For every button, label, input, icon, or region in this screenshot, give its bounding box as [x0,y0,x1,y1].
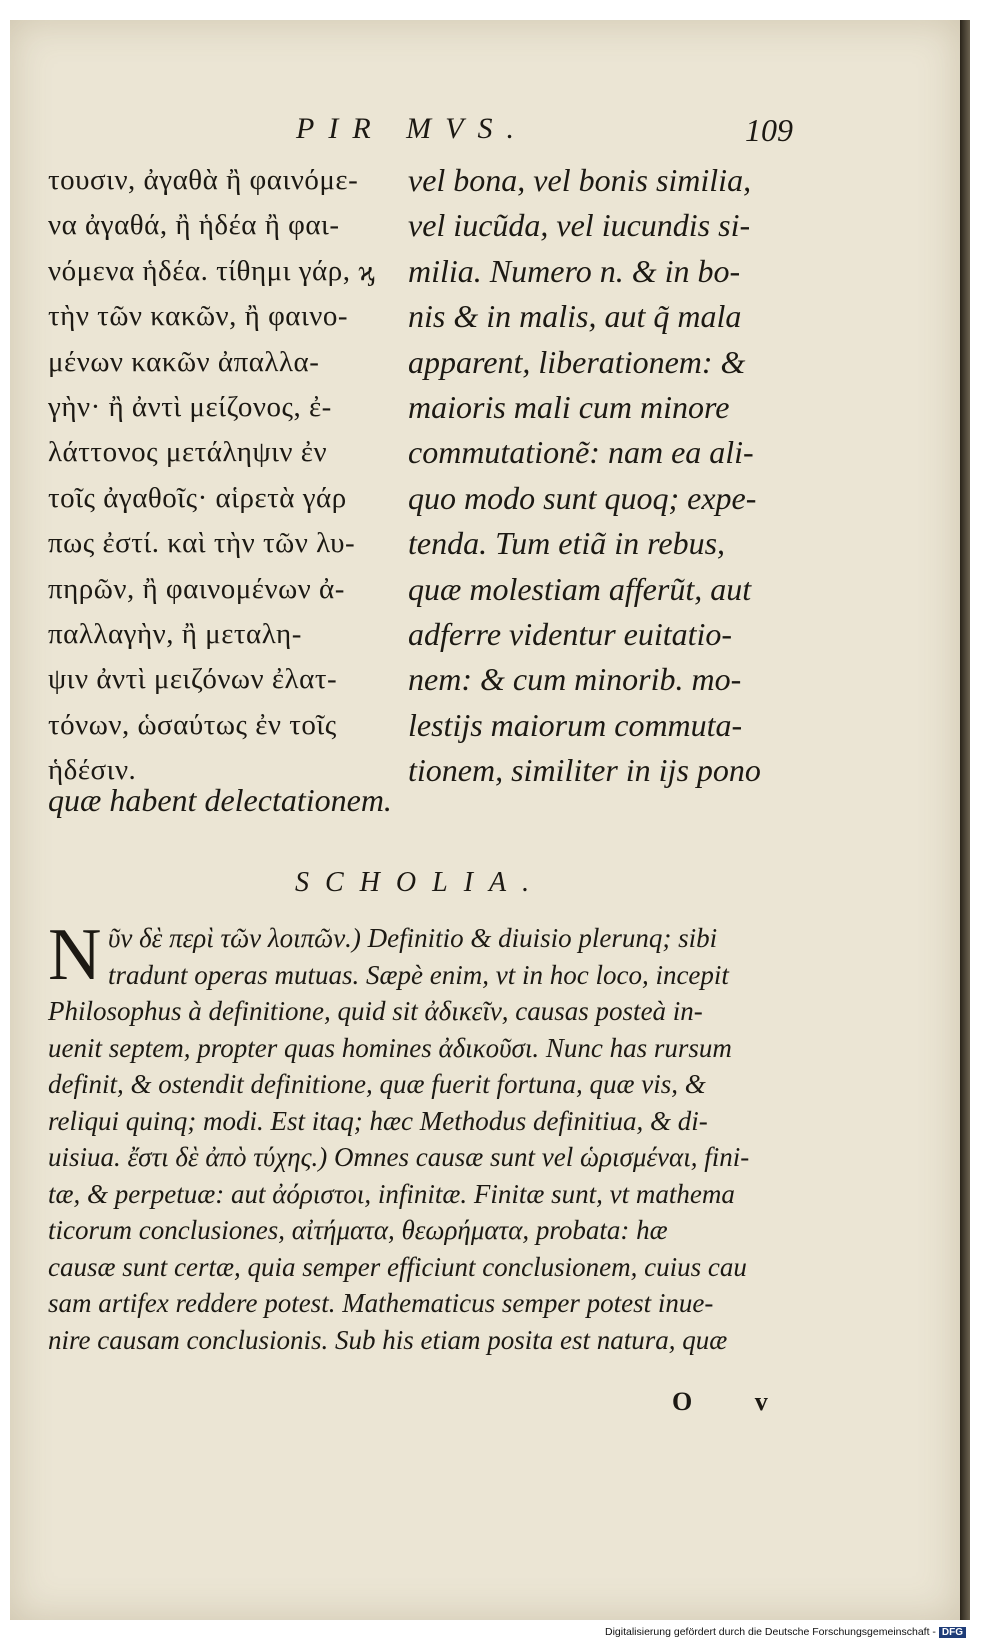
scholia-line: definit, & ostendit definitione, quæ fuerit fortuna, quæ vis, & [48,1069,706,1099]
latin-line: quo modo sunt quoq; expe- [408,479,757,516]
scholia-heading: SCHOLIA. [295,867,546,898]
scholia-line: uisiua. ἔστι δὲ ἀπὸ τύχης.) Omnes causæ sunt vel ὡρισμέναι, fini- [48,1142,750,1172]
latin-line: tenda. Tum etiã in rebus, [408,525,726,562]
greek-line: γὴν· ἢ ἀντὶ μείζονος, ἐ- [48,390,332,423]
digitization-credit [605,1626,966,1638]
greek-line: πως ἐστί. καὶ τὴν τῶν λυ- [48,527,356,560]
latin-line: lestijs maiorum commuta- [408,706,743,743]
latin-line: vel bona, vel bonis similia, [408,162,752,198]
book-page [10,20,960,1620]
greek-line: ψιν ἀντὶ μειζόνων ἐλατ- [48,663,338,696]
latin-line: nis & in malis, aut q̃ mala [408,298,742,335]
latin-line: adferre videntur euitatio- [408,615,733,652]
page-number: 109 [745,112,793,148]
latin-line: maioris mali cum minore [408,388,730,425]
scholia-line: tæ, & perpetuæ: aut ἀόριστοι, infinitæ. Finitæ sunt, vt mathema [48,1178,735,1209]
dfg-logo: DFG [939,1627,966,1638]
scholia-line: ticorum conclusiones, αἰτήματα, θεωρήματα, probata: hæ [48,1215,668,1245]
scholia-line: reliqui quinq; modi. Est itaq; hæc Methodus definitiua, & di- [48,1105,708,1136]
latin-line: apparent, liberationem: & [408,343,746,380]
latin-line: tionem, similiter in ijs pono [408,752,761,789]
page-edge-shadow [960,20,970,1620]
scholia-body [48,914,793,1358]
scholia-line: ῦν δὲ περὶ τῶν λοιπῶν.) Definitio & diuisio plerunq; sibi [108,923,718,953]
scholia-line: Philosophus à definitione, quid sit ἀδικεῖν, causas posteà in- [48,996,703,1026]
greek-line: παλλαγὴν, ἢ μεταλη- [48,617,302,650]
greek-line: τὴν τῶν κακῶν, ἢ φαινο- [48,300,349,333]
greek-line: πηρῶν, ἢ φαινομένων ἀ- [48,572,345,605]
greek-line: νόμενα ἡδέα. τίθημι γάρ, ϗ [48,254,375,287]
latin-line: milia. Numero n. & in bo- [408,252,741,289]
scholia-line: sam artifex reddere potest. Mathematicus semper potest inue- [48,1288,714,1318]
latin-column [408,158,808,793]
latin-line: commutationẽ: nam ea ali- [408,434,754,471]
scholia-line: nire causam conclusionis. Sub his etiam posita est natura, quæ [48,1324,728,1355]
drop-cap-initial: N [48,914,102,996]
greek-line: τοῖς ἀγαθοῖς· αἱρετὰ γάρ [48,481,347,514]
greek-column [48,158,398,793]
latin-line: quæ molestiam afferũt, aut [408,570,752,607]
greek-line: λάττονος μετάληψιν ἐν [48,436,328,469]
latin-closing-line: quæ habent delectationem. [48,782,392,818]
greek-line: μένων κακῶν ἀπαλλα- [48,345,320,378]
latin-line: nem: & cum minorib. mo- [408,661,742,698]
scholia-line: causæ sunt certæ, quia semper efficiunt conclusionem, cuius cau [48,1251,747,1282]
greek-line: ἡδέσιν. [48,754,137,787]
running-head: PIR MVS. [296,112,528,145]
greek-line: τουσιν, ἀγαθὰ ἢ φαινόμε- [48,164,359,196]
greek-line: να ἀγαθά, ἢ ἡδέα ἢ φαι- [48,209,340,242]
scholia-line: tradunt operas mutuas. Sæpè enim, vt in hoc loco, incepit [108,959,729,990]
greek-line: τόνων, ὡσαύτως ἐν τοῖς [48,708,337,741]
credit-text: Digitalisierung gefördert durch die Deutsche Forschungsgemeinschaft - [605,1626,936,1638]
latin-line: vel iucũda, vel iucundis si- [408,207,751,244]
catchword: O v [672,1387,796,1416]
scholia-line: uenit septem, propter quas homines ἀδικοῦσι. Nunc has rursum [48,1032,732,1063]
